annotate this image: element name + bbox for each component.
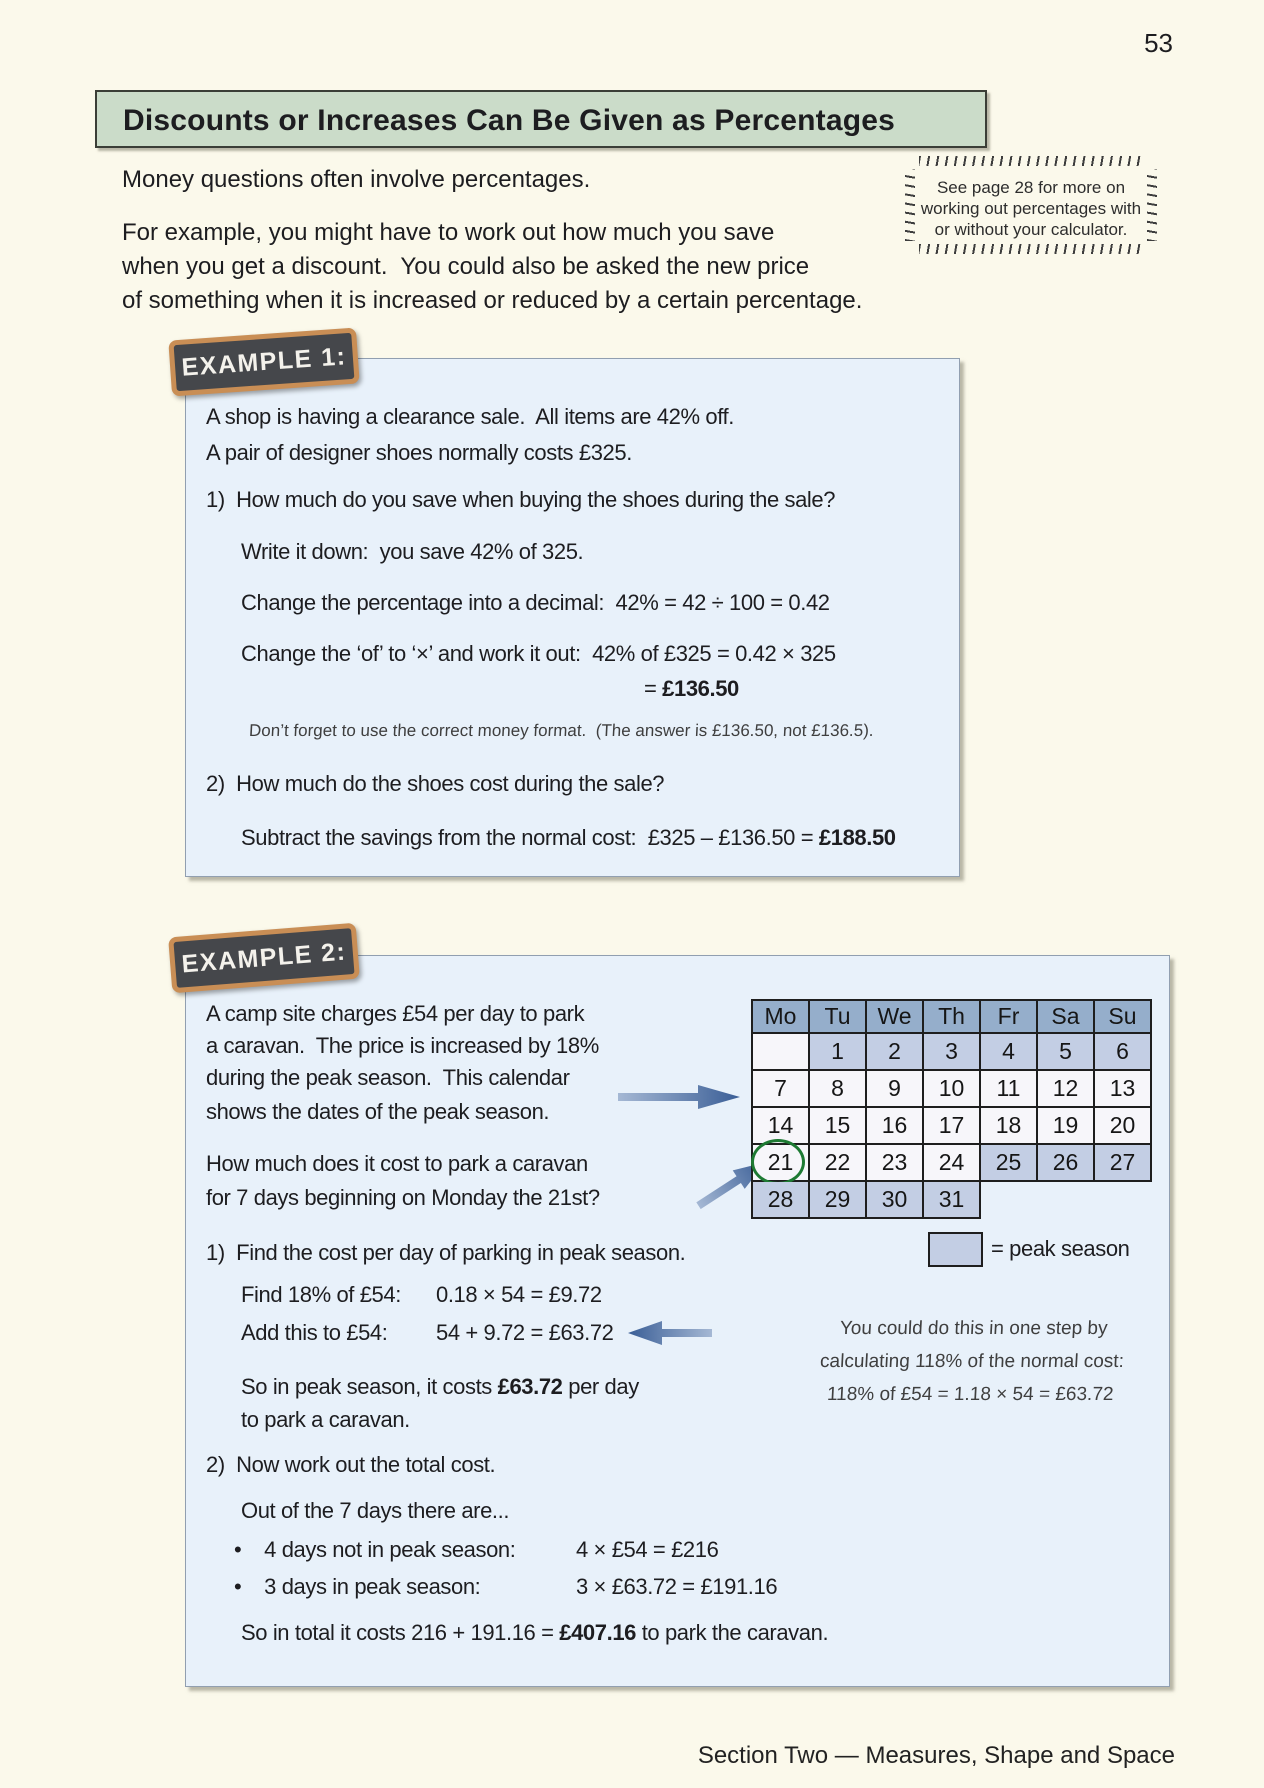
- bullet-1-calculation: 4 × £54 = £216: [576, 1537, 719, 1562]
- total-prefix: So in total it costs 216 + 191.16 =: [241, 1620, 560, 1645]
- example1-savings-result: £136.50: [662, 676, 739, 701]
- example1-handwritten-note: Don’t forget to use the correct money format. (The answer is £136.50, not £136.5).: [248, 721, 875, 740]
- calendar-day-header: We: [866, 1000, 923, 1033]
- example1-step-1: Write it down: you save 42% of 325.: [241, 539, 584, 564]
- arrow-left-to-result-icon: [628, 1320, 712, 1346]
- bullet-2-calculation: 3 × £63.72 = £191.16: [576, 1574, 778, 1599]
- calendar-date-cell: 23: [866, 1144, 923, 1181]
- page-title-bar: [95, 90, 987, 148]
- intro-paragraph-2-line-2: when you get a discount. You could also be asked the new price: [122, 253, 810, 280]
- example2-setup-line-4: shows the dates of the peak season.: [206, 1099, 550, 1124]
- example1-sale-price-result: £188.50: [818, 825, 896, 850]
- margin-note: [905, 156, 1157, 254]
- calendar-empty-slot: [1037, 1181, 1094, 1218]
- example2-question-line-2: for 7 days beginning on Monday the 21st?: [206, 1185, 600, 1210]
- example1-question-1: 1) How much do you save when buying the shoes during the sale?: [206, 487, 836, 512]
- example2-step1-conclusion-line-1: [241, 1374, 639, 1400]
- peak-day-cost-value: £63.72: [497, 1374, 563, 1399]
- calendar-date-cell: 8: [809, 1070, 866, 1107]
- example1-setup-line-1: A shop is having a clearance sale. All items are 42% off.: [206, 404, 734, 429]
- example2-step1-heading: 1) Find the cost per day of parking in peak season.: [206, 1240, 686, 1265]
- conclusion-prefix: So in peak season, it costs: [241, 1374, 498, 1399]
- example2-box: [185, 955, 1170, 1687]
- calendar-date-cell: 3: [923, 1033, 980, 1070]
- calendar-date-cell: 17: [923, 1107, 980, 1144]
- calendar-date-cell: 22: [809, 1144, 866, 1181]
- calendar-date-cell: 28: [752, 1181, 809, 1218]
- calendar-date-cell: 6: [1094, 1033, 1151, 1070]
- example1-label: EXAMPLE 1:: [168, 328, 359, 397]
- calendar-date-cell: 18: [980, 1107, 1037, 1144]
- margin-note-line-3: or without your calculator.: [934, 220, 1128, 239]
- calendar-date-cell: 4: [980, 1033, 1037, 1070]
- bullet-1-label: • 4 days not in peak season:: [234, 1537, 516, 1562]
- example2-handwritten-note: [783, 1312, 1160, 1411]
- calendar-day-header: Mo: [752, 1000, 809, 1033]
- calendar-date-cell: 10: [923, 1070, 980, 1107]
- bullet-row-2: [234, 1574, 777, 1600]
- conclusion-suffix: per day: [562, 1374, 639, 1399]
- page-number: 53: [1144, 28, 1173, 58]
- calendar-date-cell: 16: [866, 1107, 923, 1144]
- circled-date-marker: [751, 1139, 805, 1185]
- calendar-date-cell: 30: [866, 1181, 923, 1218]
- calendar-day-header: Su: [1094, 1000, 1151, 1033]
- calendar-date-cell: [752, 1033, 809, 1070]
- calendar-date-cell: 13: [1094, 1070, 1151, 1107]
- peak-season-legend-swatch: [928, 1232, 983, 1267]
- calendar-date-cell: 19: [1037, 1107, 1094, 1144]
- example1-subtract-line: [241, 825, 896, 851]
- example2-total-line: [241, 1620, 828, 1646]
- bullet-2-label: • 3 days in peak season:: [234, 1574, 481, 1599]
- peak-season-calendar: [751, 999, 1152, 1219]
- handwritten-note-line-2: calculating 118% of the normal cost:: [819, 1351, 1125, 1372]
- calendar-date-cell: 31: [923, 1181, 980, 1218]
- calendar-date-cell: 24: [923, 1144, 980, 1181]
- calendar-date-cell: 1: [809, 1033, 866, 1070]
- calendar-date-cell: 2: [866, 1033, 923, 1070]
- find-label: Find 18% of £54:: [241, 1282, 401, 1307]
- arrow-right-to-calendar-icon: [618, 1084, 740, 1110]
- handwritten-note-line-3: 118% of £54 = 1.18 × 54 = £63.72: [826, 1384, 1115, 1405]
- intro-paragraph-2-line-3: of something when it is increased or reduced by a certain percentage.: [122, 287, 863, 314]
- calendar-day-header: Sa: [1037, 1000, 1094, 1033]
- example2-setup-line-3: during the peak season. This calendar: [206, 1065, 570, 1090]
- example1-setup-line-2: A pair of designer shoes normally costs £325.: [206, 440, 632, 465]
- calendar-date-cell: 9: [866, 1070, 923, 1107]
- margin-note-line-1: See page 28 for more on: [936, 178, 1126, 197]
- example1-step-2: Change the percentage into a decimal: 42% = 42 ÷ 100 = 0.42: [241, 590, 830, 615]
- calendar-date-cell: 12: [1037, 1070, 1094, 1107]
- total-cost-value: £407.16: [559, 1620, 636, 1645]
- total-suffix: to park the caravan.: [636, 1620, 829, 1645]
- hatch-border-bottom: [919, 244, 1143, 254]
- example2-setup-line-1: A camp site charges £54 per day to park: [206, 1001, 585, 1026]
- example1-result-line: [644, 676, 739, 702]
- example2-step2-heading: 2) Now work out the total cost.: [206, 1452, 496, 1477]
- calendar-date-cell: 14: [752, 1107, 809, 1144]
- add-calculation: 54 + 9.72 = £63.72: [436, 1320, 614, 1345]
- example1-step-3: Change the ‘of’ to ‘×’ and work it out: 42% of £325 = 0.42 × 325: [241, 641, 836, 666]
- calendar-day-header: Tu: [809, 1000, 866, 1033]
- calendar-date-cell: 26: [1037, 1144, 1094, 1181]
- calendar-date-cell: 20: [1094, 1107, 1151, 1144]
- intro-paragraph-2-line-1: For example, you might have to work out how much you save: [122, 219, 775, 246]
- calendar-date-cell: 29: [809, 1181, 866, 1218]
- example2-question-line-1: How much does it cost to park a caravan: [206, 1151, 588, 1176]
- calendar-day-header: Fr: [980, 1000, 1037, 1033]
- example2-step2-intro: Out of the 7 days there are...: [241, 1498, 510, 1523]
- hatch-border-top: [919, 156, 1143, 166]
- calendar-date-cell: 21: [752, 1144, 809, 1181]
- equals-sign: =: [644, 676, 663, 701]
- example2-label: EXAMPLE 2:: [168, 923, 360, 994]
- calendar-date-cell: 11: [980, 1070, 1037, 1107]
- margin-note-line-2: working out percentages with: [920, 199, 1142, 218]
- page-title: Discounts or Increases Can Be Given as Percentages: [123, 104, 895, 137]
- example2-add-row: [241, 1320, 712, 1346]
- subtract-working: Subtract the savings from the normal cost: £325 – £136.50 =: [241, 825, 819, 850]
- intro-paragraph-1: Money questions often involve percentages.: [122, 166, 591, 193]
- example2-step1-conclusion-line-2: to park a caravan.: [241, 1407, 410, 1432]
- find-calculation: 0.18 × 54 = £9.72: [436, 1282, 602, 1307]
- calendar-date-cell: 25: [980, 1144, 1037, 1181]
- add-label: Add this to £54:: [241, 1320, 388, 1345]
- calendar-date-cell: 7: [752, 1070, 809, 1107]
- calendar-empty-slot: [980, 1181, 1037, 1218]
- calendar-empty-slot: [1094, 1181, 1151, 1218]
- calendar-date-cell: 27: [1094, 1144, 1151, 1181]
- example1-box: [185, 358, 960, 877]
- calendar-date-cell: 15: [809, 1107, 866, 1144]
- section-footer: Section Two — Measures, Shape and Space: [697, 1742, 1175, 1769]
- calendar-date-cell: 5: [1037, 1033, 1094, 1070]
- handwritten-note-line-1: You could do this in one step by: [839, 1318, 1109, 1339]
- example2-setup-line-2: a caravan. The price is increased by 18%: [206, 1033, 599, 1058]
- calendar-day-header: Th: [923, 1000, 980, 1033]
- example1-question-2: 2) How much do the shoes cost during the sale?: [206, 771, 665, 796]
- bullet-row-1: [234, 1537, 718, 1563]
- peak-season-legend-label: = peak season: [991, 1236, 1130, 1261]
- example2-find-row: [241, 1282, 602, 1308]
